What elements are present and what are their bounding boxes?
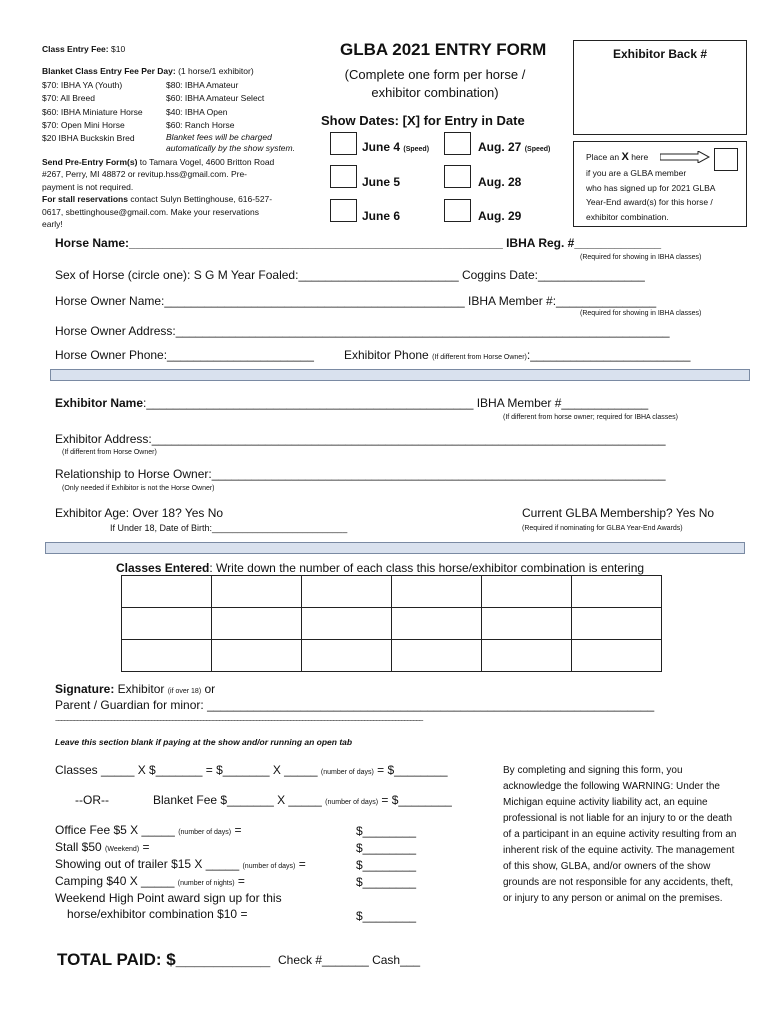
relationship-field[interactable]: Relationship to Horse Owner:____________________________________________________________________ [55, 467, 666, 481]
place-an-x: Place an X here [586, 151, 649, 163]
class-cell[interactable] [212, 576, 302, 608]
date-checkbox-aug-28[interactable] [444, 165, 471, 188]
table-row [122, 576, 662, 608]
table-row [122, 640, 662, 672]
classes-entered-table [121, 575, 662, 672]
class-cell[interactable] [482, 576, 572, 608]
class-cell[interactable] [482, 640, 572, 672]
glba-member-checkbox[interactable] [714, 148, 738, 171]
glba-member-text: if you are a GLBA member who has signed up for 2021 GLBA Year-End award(s) for this horse / exhibitor combination. [586, 168, 716, 222]
class-cell[interactable] [212, 608, 302, 640]
date-of-birth-field[interactable]: If Under 18, Date of Birth:___________________________ [110, 523, 348, 533]
class-cell[interactable] [572, 608, 662, 640]
trailer-amount[interactable]: $________ [356, 858, 417, 872]
glba-membership-note: (Required if nominating for GLBA Year-End Awards) [522, 525, 683, 532]
stall-fee-row[interactable]: Stall $50 (Weekend) = [55, 840, 150, 854]
exhibitor-name-note: (If different from horse owner; required for IBHA classes) [503, 414, 678, 421]
blanket-fee-row[interactable]: Blanket Fee $_______ X _____ (number of days) = $________ [153, 793, 452, 807]
classes-entered-heading: Classes Entered: Write down the number of each class this horse/exhibitor combination is entering [116, 561, 645, 575]
fee-list-right: $80: IBHA Amateur $60: IBHA Amateur Select $40: IBHA Open $60: Ranch Horse [166, 80, 265, 130]
exhibitor-phone-field[interactable]: Exhibitor Phone (If different from Horse Owner):________________________ [344, 348, 691, 362]
horse-name-note: (Required for showing in IBHA classes) [580, 254, 702, 261]
exhibitor-name-field[interactable]: Exhibitor Name:_________________________________________________ IBHA Member #_____________ [55, 396, 649, 410]
table-row [122, 608, 662, 640]
glba-membership-field[interactable]: Current GLBA Membership? Yes No [522, 506, 715, 520]
horse-owner-note: (Required for showing in IBHA classes) [580, 310, 702, 317]
wavy-divider: ~~~~~~~~~~~~~~~~~~~~~~~~~~~~~~~~~~~~~~~~~~~~~~~~~~~~~~~~~~~~~~~~~~~~~~~~~~~~~~~~~~~~~~~~~~~~~~~~~~~~~~~~~~~~~~~~~~~~~~~ [55, 718, 423, 725]
weekend-high-point-row[interactable]: Weekend High Point award sign up for this horse/exhibitor combination $10 = [55, 891, 282, 921]
send-instructions: Send Pre-Entry Form(s) to Tamara Vogel, 4600 Britton Road #267, Perry, MI 48872 or revitup.hss@gmail.com. Pre- payment is not required. For stall reservations contact Sulyn Bettinghouse, 616-527- 0617, sbettinghouse@gmail.com. Make your reservations early! [42, 157, 275, 230]
equine-liability-warning: By completing and signing this form, you acknowledge the following WARNING: Under the Michigan equine activity liability act, an equine professional is not liable for an injury to or the death of a participant in an equine activity resulting from an inherent risk of the equine activity. The management of this show, GLBA, and/or owners of the show grounds are not responsible for any accidents, theft, or injury to any person or animal on the premises. [503, 765, 737, 904]
fee-amount-column [356, 823, 416, 891]
class-cell[interactable] [572, 640, 662, 672]
class-cell[interactable] [302, 576, 392, 608]
date-checkbox-june-5[interactable] [330, 165, 357, 188]
horse-owner-address-field[interactable]: Horse Owner Address:__________________________________________________________________________ [55, 324, 670, 338]
exhibitor-age-field[interactable]: Exhibitor Age: Over 18? Yes No [55, 506, 224, 520]
date-checkbox-june-4[interactable] [330, 132, 357, 155]
guardian-signature-field[interactable]: Parent / Guardian for minor: ___________________________________________________________________ [55, 698, 655, 712]
relationship-note: (Only needed if Exhibitor is not the Horse Owner) [62, 485, 215, 492]
horse-owner-name-field[interactable]: Horse Owner Name:_____________________________________________ IBHA Member #:_______________ [55, 294, 657, 308]
office-amount[interactable]: $________ [356, 824, 417, 838]
signature-label: Signature: Exhibitor (if over 18) or [55, 682, 216, 696]
class-cell[interactable] [302, 608, 392, 640]
weekend-high-point-amount[interactable]: $________ [356, 909, 417, 923]
horse-sex-field[interactable]: Sex of Horse (circle one): S G M Year Foaled:________________________ Coggins Date:________________ [55, 268, 645, 282]
fee-list-left: $70: IBHA YA (Youth) $70: All Breed $60: IBHA Miniature Horse $70: Open Mini Horse $20 IBHA Buckskin Bred [42, 80, 143, 144]
date-checkbox-june-6[interactable] [330, 199, 357, 222]
blanket-fee-heading: Blanket Class Entry Fee Per Day: (1 horse/1 exhibitor) [42, 66, 254, 76]
office-fee-row[interactable]: Office Fee $5 X _____ (number of days) = [55, 823, 242, 837]
classes-fee-row[interactable]: Classes _____ X $_______ = $_______ X _____ (number of days) = $________ [55, 763, 448, 777]
camping-fee-row[interactable]: Camping $40 X _____ (number of nights) = [55, 874, 245, 888]
section-divider-bar [50, 369, 750, 381]
exhibitor-back-number-box[interactable] [573, 40, 747, 135]
date-label-june-5: June 5 [362, 175, 401, 189]
exhibitor-back-label: Exhibitor Back # [612, 47, 708, 61]
class-cell[interactable] [122, 608, 212, 640]
class-cell[interactable] [572, 576, 662, 608]
blanket-auto-note: Blanket fees will be charged automatically by the show system. [166, 132, 295, 153]
date-label-aug-27: Aug. 27 (Speed) [478, 140, 551, 154]
class-cell[interactable] [392, 640, 482, 672]
or-separator: --OR-- [75, 793, 109, 807]
form-subtitle: (Complete one form per horse / exhibitor combination) [344, 67, 526, 100]
stall-amount[interactable]: $________ [356, 841, 417, 855]
form-title: GLBA 2021 ENTRY FORM [340, 40, 547, 59]
leave-blank-note: Leave this section blank if paying at the show and/or running an open tab [55, 737, 353, 747]
date-checkbox-aug-29[interactable] [444, 199, 471, 222]
class-cell[interactable] [122, 640, 212, 672]
check-cash-field[interactable]: Check #_______ Cash___ [278, 953, 421, 967]
trailer-fee-row[interactable]: Showing out of trailer $15 X _____ (number of days) = [55, 857, 306, 871]
date-label-june-4: June 4 (Speed) [362, 140, 430, 154]
date-label-aug-29: Aug. 29 [478, 209, 522, 223]
class-cell[interactable] [302, 640, 392, 672]
camping-amount[interactable]: $________ [356, 875, 417, 889]
date-label-june-6: June 6 [362, 209, 401, 223]
date-label-aug-28: Aug. 28 [478, 175, 522, 189]
section-divider-bar-2 [45, 542, 745, 554]
class-cell[interactable] [122, 576, 212, 608]
horse-owner-phone-field[interactable]: Horse Owner Phone:______________________ [55, 348, 314, 362]
exhibitor-address-field[interactable]: Exhibitor Address:_____________________________________________________________________________ [55, 432, 666, 446]
class-cell[interactable] [212, 640, 302, 672]
horse-name-field[interactable]: Horse Name:________________________________________________________ IBHA Reg. #_____________ [55, 236, 662, 250]
show-dates-heading: Show Dates: [X] for Entry in Date [321, 113, 525, 128]
exhibitor-address-note: (If different from Horse Owner) [62, 449, 157, 456]
arrow-right-icon [660, 151, 710, 163]
class-cell[interactable] [482, 608, 572, 640]
class-entry-fee: Class Entry Fee: $10 [42, 44, 126, 54]
date-checkbox-aug-27[interactable] [444, 132, 471, 155]
total-paid-field[interactable]: TOTAL PAID: $__________ [57, 950, 271, 969]
class-cell[interactable] [392, 608, 482, 640]
class-cell[interactable] [392, 576, 482, 608]
